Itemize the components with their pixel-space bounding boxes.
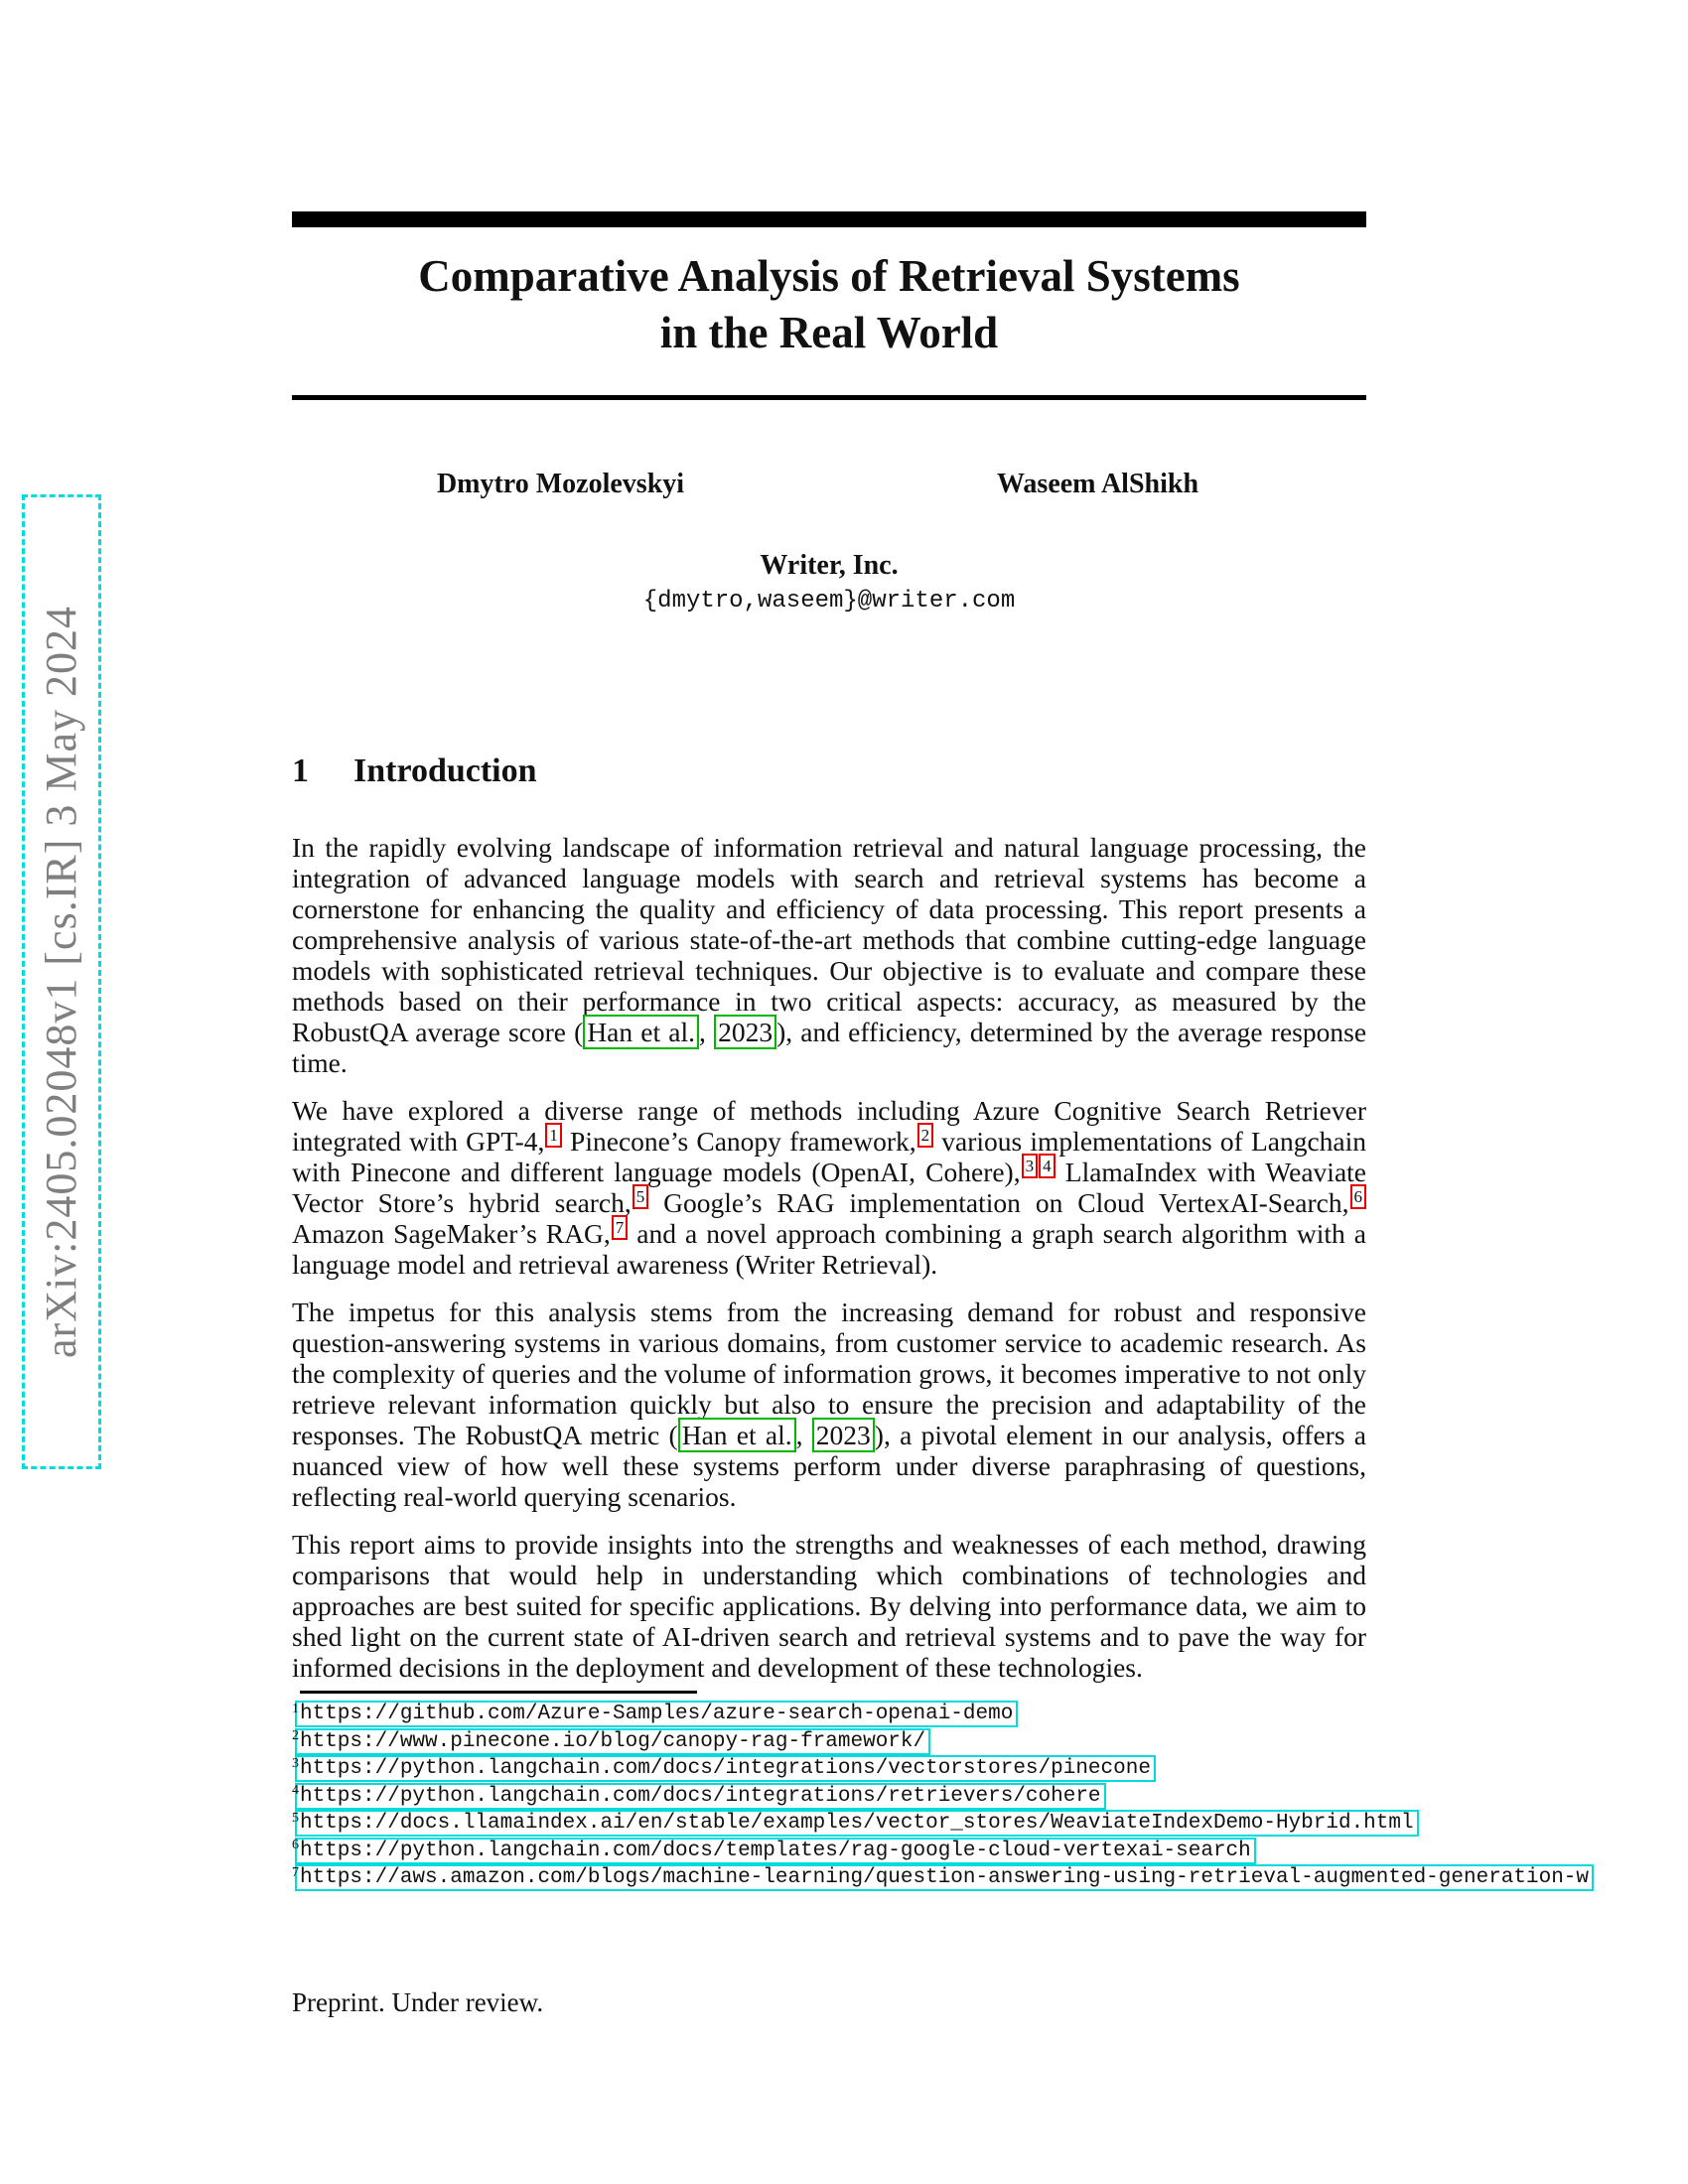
footnote-number: 3 <box>292 1755 299 1771</box>
footnote-ref-link[interactable]: 7 <box>612 1215 629 1240</box>
introduction-body <box>292 832 1366 1700</box>
title-rule-bottom <box>292 395 1366 400</box>
citation-link[interactable]: 2023 <box>714 1015 776 1049</box>
footnote-ref-link[interactable]: 5 <box>633 1184 649 1209</box>
footnote-url-link[interactable]: https://python.langchain.com/docs/templates/rag-google-cloud-vertexai-search <box>295 1838 1256 1864</box>
footnote-ref-link[interactable]: 3 <box>1022 1154 1039 1178</box>
paper-column <box>292 0 1590 2184</box>
paragraph: In the rapidly evolving landscape of information retrieval and natural language processing, the integration of advanced language models with search and retrieval systems has become a cornerstone for enhancing the quality and efficiency of data processing. This report presents a comprehensive analysis of various state-of-the-art methods that combine cutting-edge language models with sophisticated retrieval techniques. Our objective is to evaluate and compare these methods based on their performance in two critical aspects: accuracy, as measured by the RobustQA average score ( Han et al. , 2023 ), and efficiency, determined by the average response time. <box>292 832 1367 1078</box>
footnote <box>292 1838 1688 1865</box>
footnote-number: 4 <box>292 1783 299 1799</box>
footnote-rule <box>300 1691 697 1694</box>
footnote-number: 7 <box>292 1864 299 1880</box>
arxiv-watermark-link[interactable] <box>22 494 101 1469</box>
paragraph: The impetus for this analysis stems from the increasing demand for robust and responsive question-answering systems in various domains, from customer service to academic research. As the complexity of queries and the volume of information grows, it becomes imperative to not only retrieve relevant information quickly but also to ensure the precision and adaptability of the responses. The RobustQA metric ( Han et al. , 2023 ), a pivotal element in our analysis, offers a nuanced view of how well these systems perform under diverse paraphrasing of questions, reflecting real-world querying scenarios. <box>292 1297 1367 1512</box>
paragraph: This report aims to provide insights into the strengths and weaknesses of each method, drawing comparisons that would help in understanding which combinations of technologies and approaches are best suited for specific applications. By delving into performance data, we aim to shed light on the current state of AI-driven search and retrieval systems and to pave the way for informed decisions in the deployment and development of these technologies. <box>292 1529 1366 1683</box>
citation-link[interactable]: Han et al. <box>678 1418 796 1452</box>
author-row <box>292 469 1366 500</box>
section-number: 1 <box>292 752 309 789</box>
author-name-2: Waseem AlShikh <box>996 469 1199 499</box>
footnote-list <box>292 1701 1688 1892</box>
paragraph: We have explored a diverse range of methods including Azure Cognitive Search Retriever integrated with GPT-4, $^1$ Pinecone’s Canopy framework, $^2$ various implementations of Langchain with Pinecone and different language models (OpenAI, Cohere), $^3$ $^4$ LlamaIndex with Weaviate Vector Store’s hybrid search, $^5$ Google’s RAG implementation on Cloud VertexAI-Search, $^6$ Amazon SageMaker’s RAG, $^7$ and a novel approach combining a graph search algorithm with a language model and retrieval awareness (Writer Retrieval). <box>292 1095 1367 1280</box>
footnote-url-link[interactable]: https://www.pinecone.io/blog/canopy-rag-framework/ <box>295 1728 930 1755</box>
citation-link[interactable]: Han et al. <box>583 1015 699 1049</box>
author-name-1: Dmytro Mozolevskyi <box>436 469 685 499</box>
footnote-ref-link[interactable]: 2 <box>917 1123 934 1148</box>
title-line-2: in the Real World <box>659 308 999 357</box>
affiliation: Writer, Inc. <box>760 550 899 581</box>
footnote <box>292 1783 1688 1811</box>
footnote-number: 5 <box>292 1810 299 1826</box>
footnote-url-link[interactable]: https://python.langchain.com/docs/integrations/retrievers/cohere <box>295 1783 1106 1810</box>
title-line-1: Comparative Analysis of Retrieval Systems <box>418 251 1240 301</box>
footnote-number: 2 <box>292 1728 299 1744</box>
footnote-number: 1 <box>292 1701 299 1716</box>
footnote <box>292 1755 1688 1783</box>
section-title: Introduction <box>353 752 537 789</box>
title-rule-top <box>292 211 1366 227</box>
footnote-ref-link[interactable]: 6 <box>1350 1184 1367 1209</box>
footnote-url-link[interactable]: https://aws.amazon.com/blogs/machine-learning/question-answering-using-retrieval-augmented-generation-w <box>295 1864 1594 1891</box>
citation-link[interactable]: 2023 <box>812 1418 875 1452</box>
footnote-ref-link[interactable]: 1 <box>545 1123 562 1148</box>
footnote-url-link[interactable]: https://github.com/Azure-Samples/azure-search-openai-demo <box>295 1701 1018 1727</box>
footer-note: Preprint. Under review. <box>292 1987 544 2017</box>
footnote <box>292 1864 1688 1892</box>
footnote-number: 6 <box>292 1838 299 1853</box>
section-heading <box>292 752 537 790</box>
arxiv-watermark-text: arXiv:2405.02048v1 [cs.IR] 3 May 2024 <box>37 606 85 1359</box>
email-address: {dmytro,waseem}@writer.com <box>642 588 1016 614</box>
footnote-url-link[interactable]: https://python.langchain.com/docs/integrations/vectorstores/pinecone <box>295 1755 1156 1782</box>
footnote-url-link[interactable]: https://docs.llamaindex.ai/en/stable/examples/vector_stores/WeaviateIndexDemo-Hybrid.html <box>295 1810 1419 1837</box>
footnote-ref-link[interactable]: 4 <box>1039 1154 1055 1178</box>
footnotes-block <box>292 1691 1688 1892</box>
footnote <box>292 1810 1688 1838</box>
footnote <box>292 1701 1688 1728</box>
footnote <box>292 1728 1688 1756</box>
paper-title <box>292 248 1366 361</box>
